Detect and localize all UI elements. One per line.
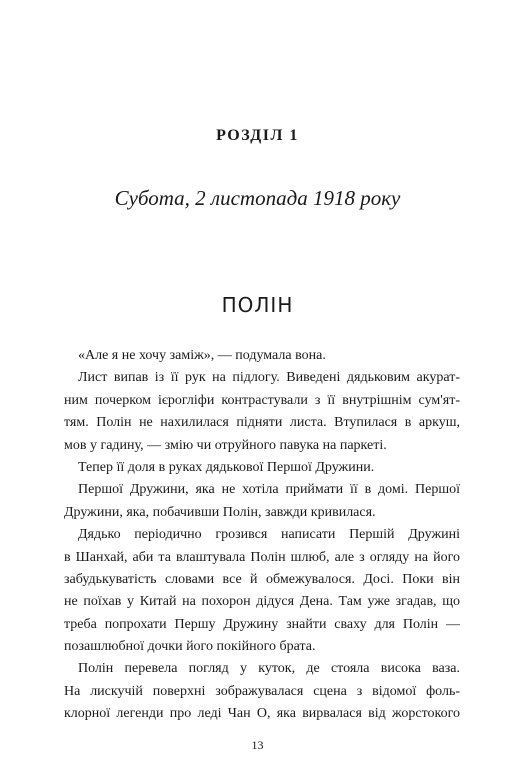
text-line: ним почерком ієрогліфи контрастували з її внутрішнім сум'ят- [64, 392, 460, 408]
text-line: не поїхав у Китай на похорон дідуся Дена. Там уже згадав, що [64, 594, 460, 610]
text-line: в Шанхай, аби та влаштувала Полін шлюб, але з огляду на його [64, 549, 460, 565]
page-number: 13 [251, 738, 264, 752]
text-line: треба попрохати Першу Дружину знайти сваху для Полін — [64, 616, 460, 632]
text-line: Дядько періодично грозився написати Першій Дружині [78, 527, 460, 543]
text-line: Першої Дружини, яка не хотіла приймати її в домі. Першої [78, 482, 460, 498]
text-line: клорної легенди про леді Чан О, яка вирвалася від жорстокого [64, 706, 460, 722]
text-line: тям. Полін не нахилилася підняти листа. Втупилася в аркуш, [64, 415, 460, 431]
text-line: «Але я не хочу заміж», — подумала вона. [78, 348, 326, 363]
text-line: забудькуватість словами все й обмежувалося. Досі. Поки він [64, 571, 460, 587]
text-line: Тепер її доля в руках дядькової Першої Дружини. [78, 459, 375, 475]
pov-heading: ПОЛІН [221, 293, 294, 317]
text-line: позашлюбної дочки його покійного брата. [64, 639, 316, 655]
text-line: Лист випав із її рук на підлогу. Виведені дядьковим акурат- [78, 370, 460, 386]
body-text [64, 345, 460, 726]
chapter-title: РОЗДІЛ 1 [216, 127, 299, 144]
text-line: На лискучій поверхні зображувалася сцена з відомої фоль- [64, 683, 460, 699]
text-line: мов у гадину, — змію чи отруйного павука на паркеті. [64, 437, 387, 453]
text-line: Полін перевела погляд у куток, де стояла висока ваза. [78, 661, 460, 677]
text-line: Дружини, яка, побачивши Полін, завжди кривилася. [64, 504, 376, 520]
chapter-date: Субота, 2 листопада 1918 року [114, 186, 401, 210]
